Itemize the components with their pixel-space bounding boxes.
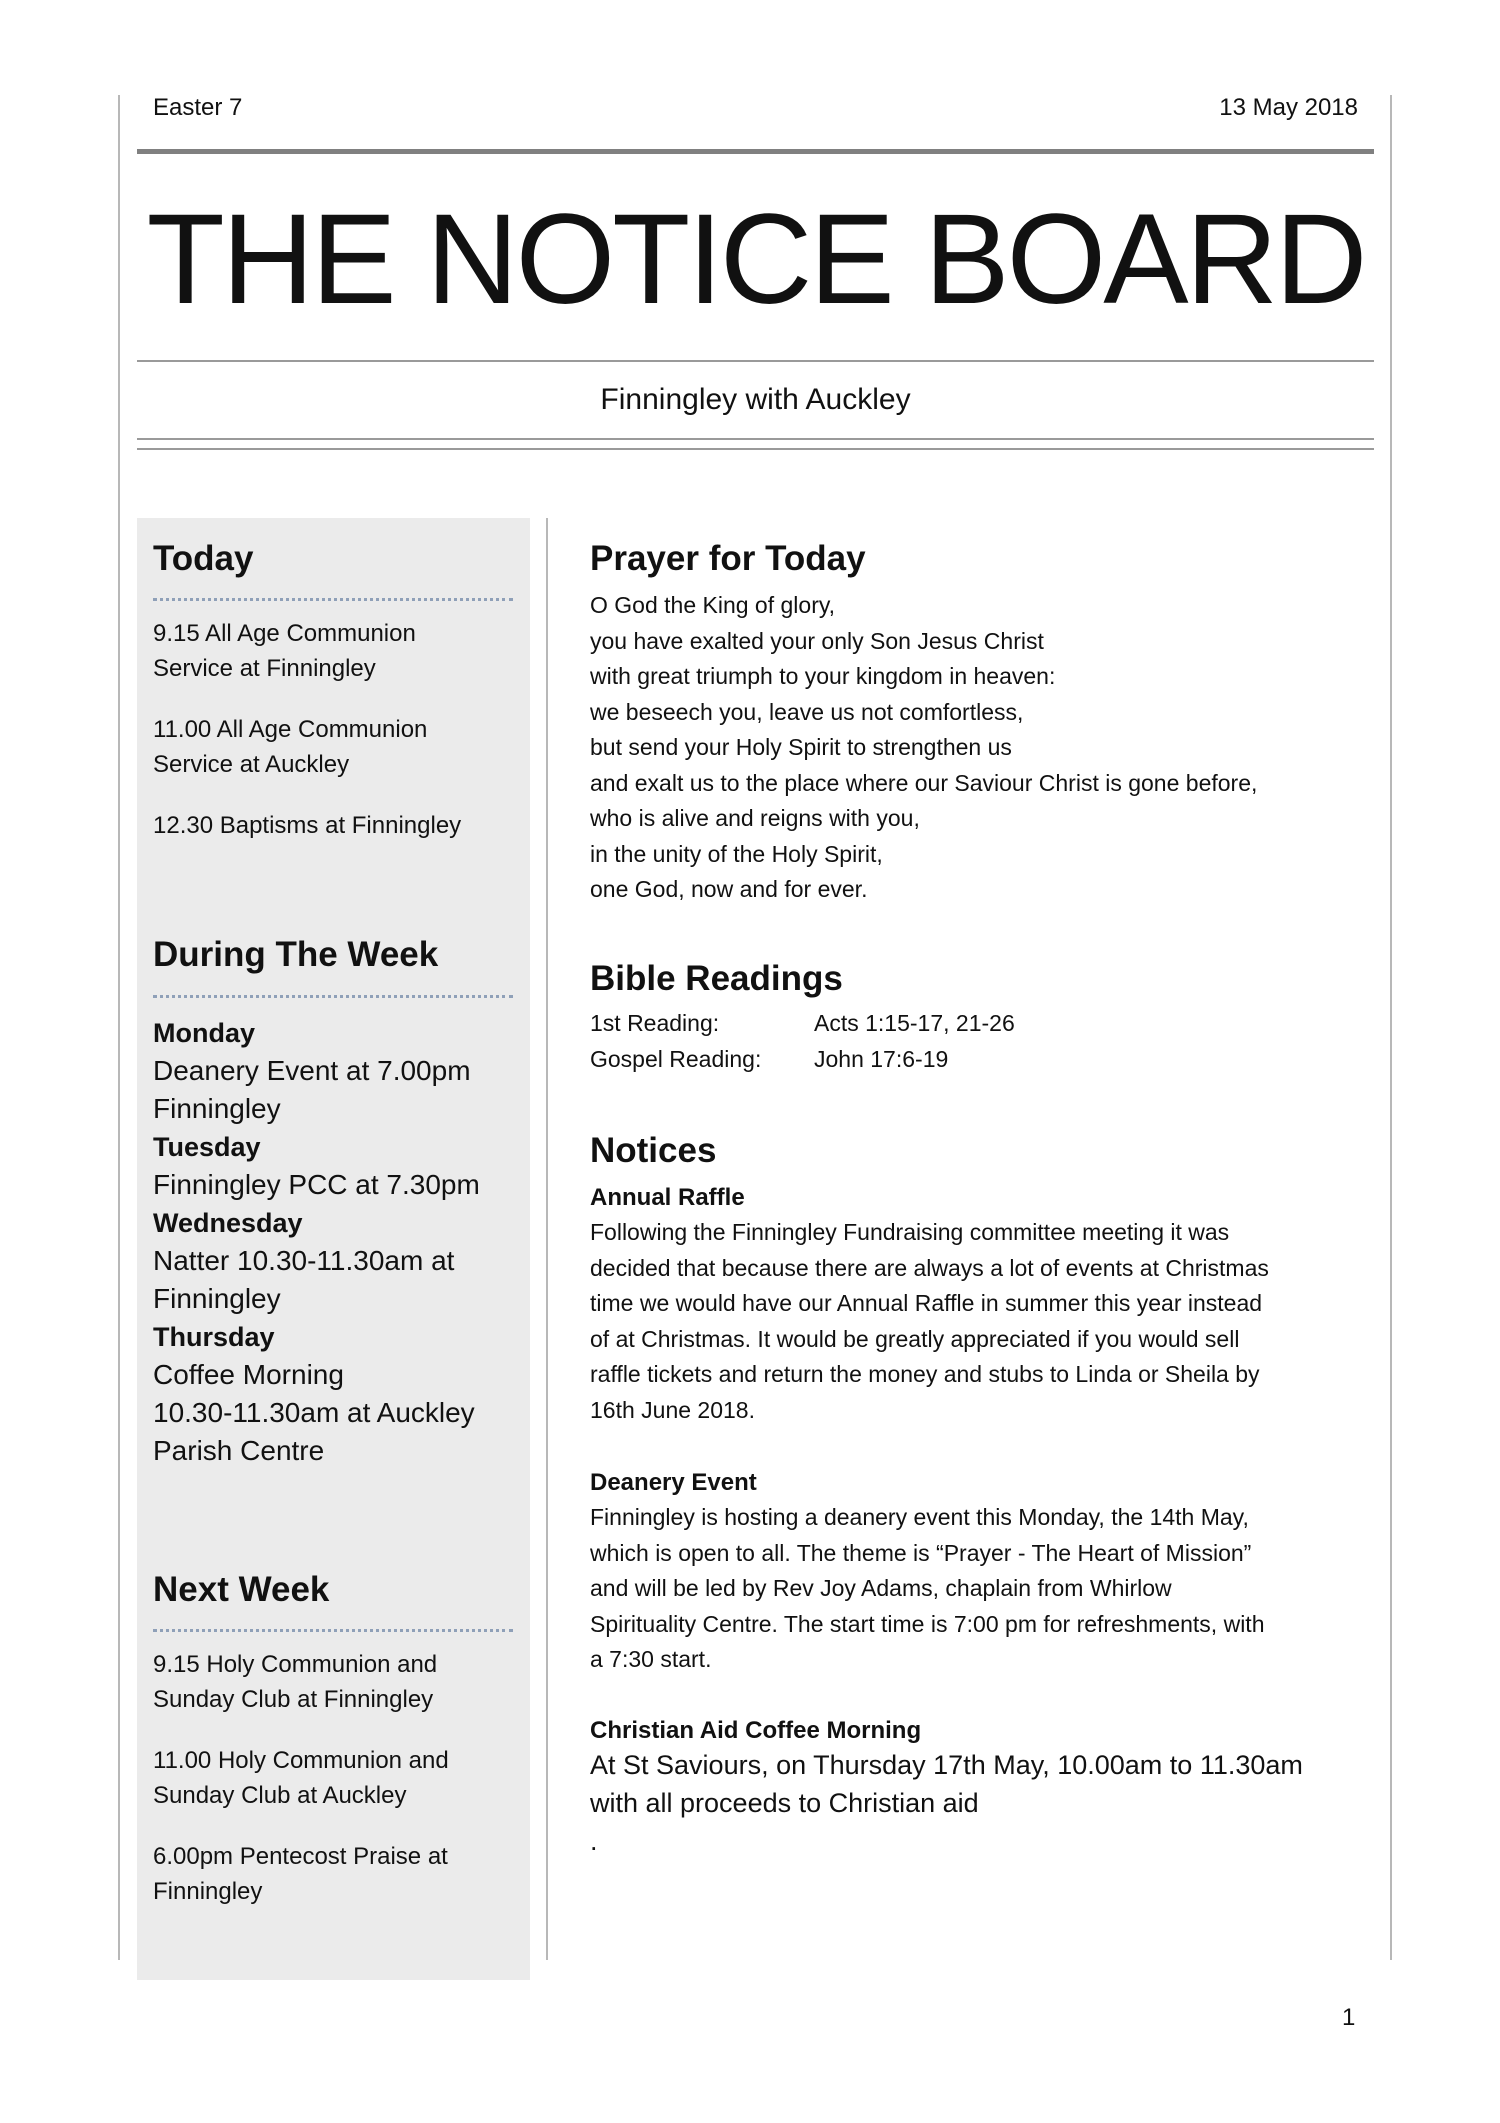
schedule-item-line: 12.30 Baptisms at Finningley (153, 812, 462, 839)
column-divider (546, 518, 548, 1960)
schedule-item (153, 616, 461, 686)
next-week-divider (153, 1629, 513, 1632)
reading-label: Gospel Reading: (590, 1045, 762, 1072)
week-divider (153, 995, 513, 998)
notice-line: Following the Finningley Fundraising committee meeting it was (590, 1219, 1230, 1245)
event-line: Natter 10.30-11.30am at (153, 1245, 455, 1276)
schedule-item-line: 9.15 All Age Communion (153, 620, 416, 647)
schedule-item (153, 1839, 449, 1909)
page-number: 1 (1342, 2004, 1356, 2031)
notices-heading: Notices (590, 1131, 717, 1170)
reading-reference: Acts 1:15-17, 21-26 (814, 1010, 1015, 1036)
notice-line: . (590, 1826, 598, 1856)
notice-body (590, 1746, 1303, 1860)
liturgical-week: Easter 7 (153, 94, 243, 121)
prayer-line: you have exalted your only Son Jesus Christ (590, 627, 1044, 654)
notice-christian-aid (590, 1713, 1303, 1860)
notice-line: decided that because there are always a lot of events at Christmas (590, 1254, 1269, 1281)
page-border-left (118, 95, 120, 1960)
event-line: Finningley (153, 1093, 281, 1124)
prayer-line: with great triumph to your kingdom in heaven: (590, 663, 1056, 689)
subtitle-rule-top (137, 438, 1374, 440)
schedule-item-line: 9.15 Holy Communion and (153, 1651, 438, 1678)
prayer-heading: Prayer for Today (590, 539, 866, 578)
notice-line: which is open to all. The theme is “Prayer - The Heart of Mission” (590, 1539, 1252, 1566)
weekday-label: Tuesday (153, 1132, 261, 1162)
prayer-line: one God, now and for ever. (590, 876, 868, 902)
event-line: Deanery Event at 7.00pm (153, 1055, 471, 1086)
next-week-heading: Next Week (153, 1570, 330, 1609)
today-list (153, 616, 461, 843)
prayer-line: but send your Holy Spirit to strengthen us (590, 734, 1012, 760)
notice-line: time we would have our Annual Raffle in summer this year instead (590, 1290, 1263, 1316)
weekday-label: Monday (153, 1018, 256, 1048)
weekday-label: Thursday (153, 1322, 275, 1352)
newsletter-title: THE NOTICE BOARD (146, 188, 1365, 331)
event-line: Finningley PCC at 7.30pm (153, 1169, 480, 1200)
page-border-right (1390, 95, 1392, 1960)
notice-title: Annual Raffle (590, 1184, 745, 1211)
notice-line: and will be led by Rev Joy Adams, chaplain from Whirlow (590, 1575, 1172, 1601)
schedule-item-line: 11.00 All Age Communion (153, 716, 428, 743)
schedule-item (153, 712, 461, 782)
notice-title: Deanery Event (590, 1469, 757, 1496)
next-week-list (153, 1647, 449, 1909)
today-heading: Today (153, 539, 254, 578)
week-heading: During The Week (153, 935, 439, 974)
readings-table (590, 1006, 1015, 1077)
notice-deanery-event (590, 1465, 1265, 1678)
subtitle-rule-bottom (137, 448, 1374, 450)
schedule-item-line: Service at Finningley (153, 655, 376, 682)
notice-body (590, 1500, 1265, 1678)
notice-title: Christian Aid Coffee Morning (590, 1717, 922, 1744)
issue-date: 13 May 2018 (1219, 94, 1358, 121)
notice-annual-raffle (590, 1180, 1269, 1428)
prayer-line: who is alive and reigns with you, (590, 805, 920, 831)
prayer-text (590, 588, 1257, 908)
weekday-label: Wednesday (153, 1208, 303, 1238)
event-line: Parish Centre (153, 1435, 325, 1466)
header-rule-thick (137, 149, 1374, 154)
schedule-item-line: Finningley (153, 1878, 263, 1905)
notice-line: 16th June 2018. (590, 1396, 755, 1423)
prayer-line: we beseech you, leave us not comfortless, (590, 698, 1024, 725)
notice-line: raffle tickets and return the money and stubs to Linda or Sheila by (590, 1361, 1260, 1387)
notice-line: a 7:30 start. (590, 1646, 712, 1672)
schedule-item (153, 1743, 449, 1813)
schedule-item-line: 11.00 Holy Communion and (153, 1747, 449, 1774)
schedule-item-line: Sunday Club at Finningley (153, 1686, 434, 1713)
schedule-item-line: Service at Auckley (153, 751, 350, 778)
prayer-line: O God the King of glory, (590, 592, 836, 618)
reading-row (590, 1006, 1015, 1042)
week-list (153, 1014, 480, 1470)
notice-body (590, 1215, 1269, 1428)
schedule-item-line: Sunday Club at Auckley (153, 1782, 407, 1809)
today-divider (153, 598, 513, 601)
notice-line: At St Saviours, on Thursday 17th May, 10.00am to 11.30am (590, 1750, 1303, 1780)
notice-line: of at Christmas. It would be greatly appreciated if you would sell (590, 1325, 1240, 1352)
prayer-line: and exalt us to the place where our Saviour Christ is gone before, (590, 769, 1258, 796)
schedule-item-line: 6.00pm Pentecost Praise at (153, 1843, 448, 1870)
event-line: Coffee Morning (153, 1359, 344, 1390)
reading-label: 1st Reading: (590, 1010, 720, 1036)
reading-row (590, 1042, 1015, 1078)
schedule-item (153, 808, 461, 843)
prayer-line: in the unity of the Holy Spirit, (590, 840, 883, 867)
event-line: Finningley (153, 1283, 281, 1314)
title-rule (137, 360, 1374, 362)
notice-line: with all proceeds to Christian aid (590, 1788, 979, 1818)
event-line: 10.30-11.30am at Auckley (153, 1397, 475, 1428)
readings-heading: Bible Readings (590, 959, 843, 998)
parish-subtitle: Finningley with Auckley (600, 383, 911, 416)
notice-line: Finningley is hosting a deanery event this Monday, the 14th May, (590, 1504, 1249, 1530)
schedule-item (153, 1647, 449, 1717)
reading-reference: John 17:6-19 (814, 1045, 949, 1072)
notice-line: Spirituality Centre. The start time is 7:00 pm for refreshments, with (590, 1610, 1265, 1637)
